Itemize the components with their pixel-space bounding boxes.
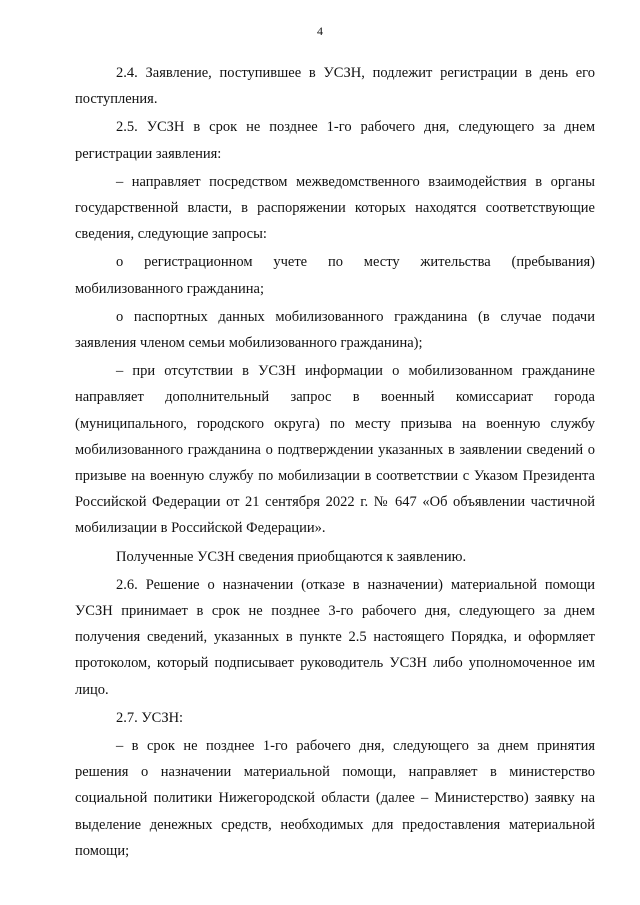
paragraph-registration-query: о регистрационном учете по месту жительства (пребывания) мобилизованного гражданина; [75, 254, 595, 297]
paragraph-interagency-request: – направляет посредством межведомственного взаимодействия в органы государственной власти, в распоряжении которых находятся соответствующие сведения, следующие запросы: [75, 173, 595, 243]
paragraph-received-info: Полученные УСЗН сведения приобщаются к заявлению. [116, 548, 467, 565]
paragraph-military-commissariat-request: – при отсутствии в УСЗН информации о мобилизованном гражданине направляет дополнительный запрос в военный комиссариат города (муниципального, городского округа) по месту призыва на военную службу мобилизованного гражданина о подтверждении указанных в заявлении сведений о призыве на военную службу по мобилизации в соответствии с Указом Президента Российской Федерации от 21 сентября 2022 г. № 647 «Об объявлении частичной мобилизации в Российской Федерации». [75, 363, 595, 537]
paragraph-2-7: 2.7. УСЗН: [116, 709, 184, 726]
paragraph-funding-request: – в срок не позднее 1-го рабочего дня, следующего за днем принятия решения о назначении материальной помощи, направляет в министерство социальной политики Нижегородской области (далее – Министерство) заявку на выделение денежных средств, необходимых для предоставления материальной помощи; [75, 738, 595, 859]
paragraph-2-6: 2.6. Решение о назначении (отказе в назначении) материальной помощи УСЗН принимает в срок не позднее 3-го рабочего дня, следующего за днем получения сведений, указанных в пункте 2.5 настоящего Порядка, и оформляет протоколом, который подписывает руководитель УСЗН либо уполномоченное им лицо. [75, 576, 595, 698]
paragraph-2-5: 2.5. УСЗН в срок не позднее 1-го рабочего дня, следующего за днем регистрации заявления: [75, 119, 595, 162]
page-number: 4 [317, 24, 323, 38]
document-body [75, 60, 595, 864]
paragraph-2-4: 2.4. Заявление, поступившее в УСЗН, подлежит регистрации в день его поступления. [75, 65, 595, 108]
paragraph-passport-query: о паспортных данных мобилизованного гражданина (в случае подачи заявления членом семьи мобилизованного гражданина); [75, 308, 595, 352]
